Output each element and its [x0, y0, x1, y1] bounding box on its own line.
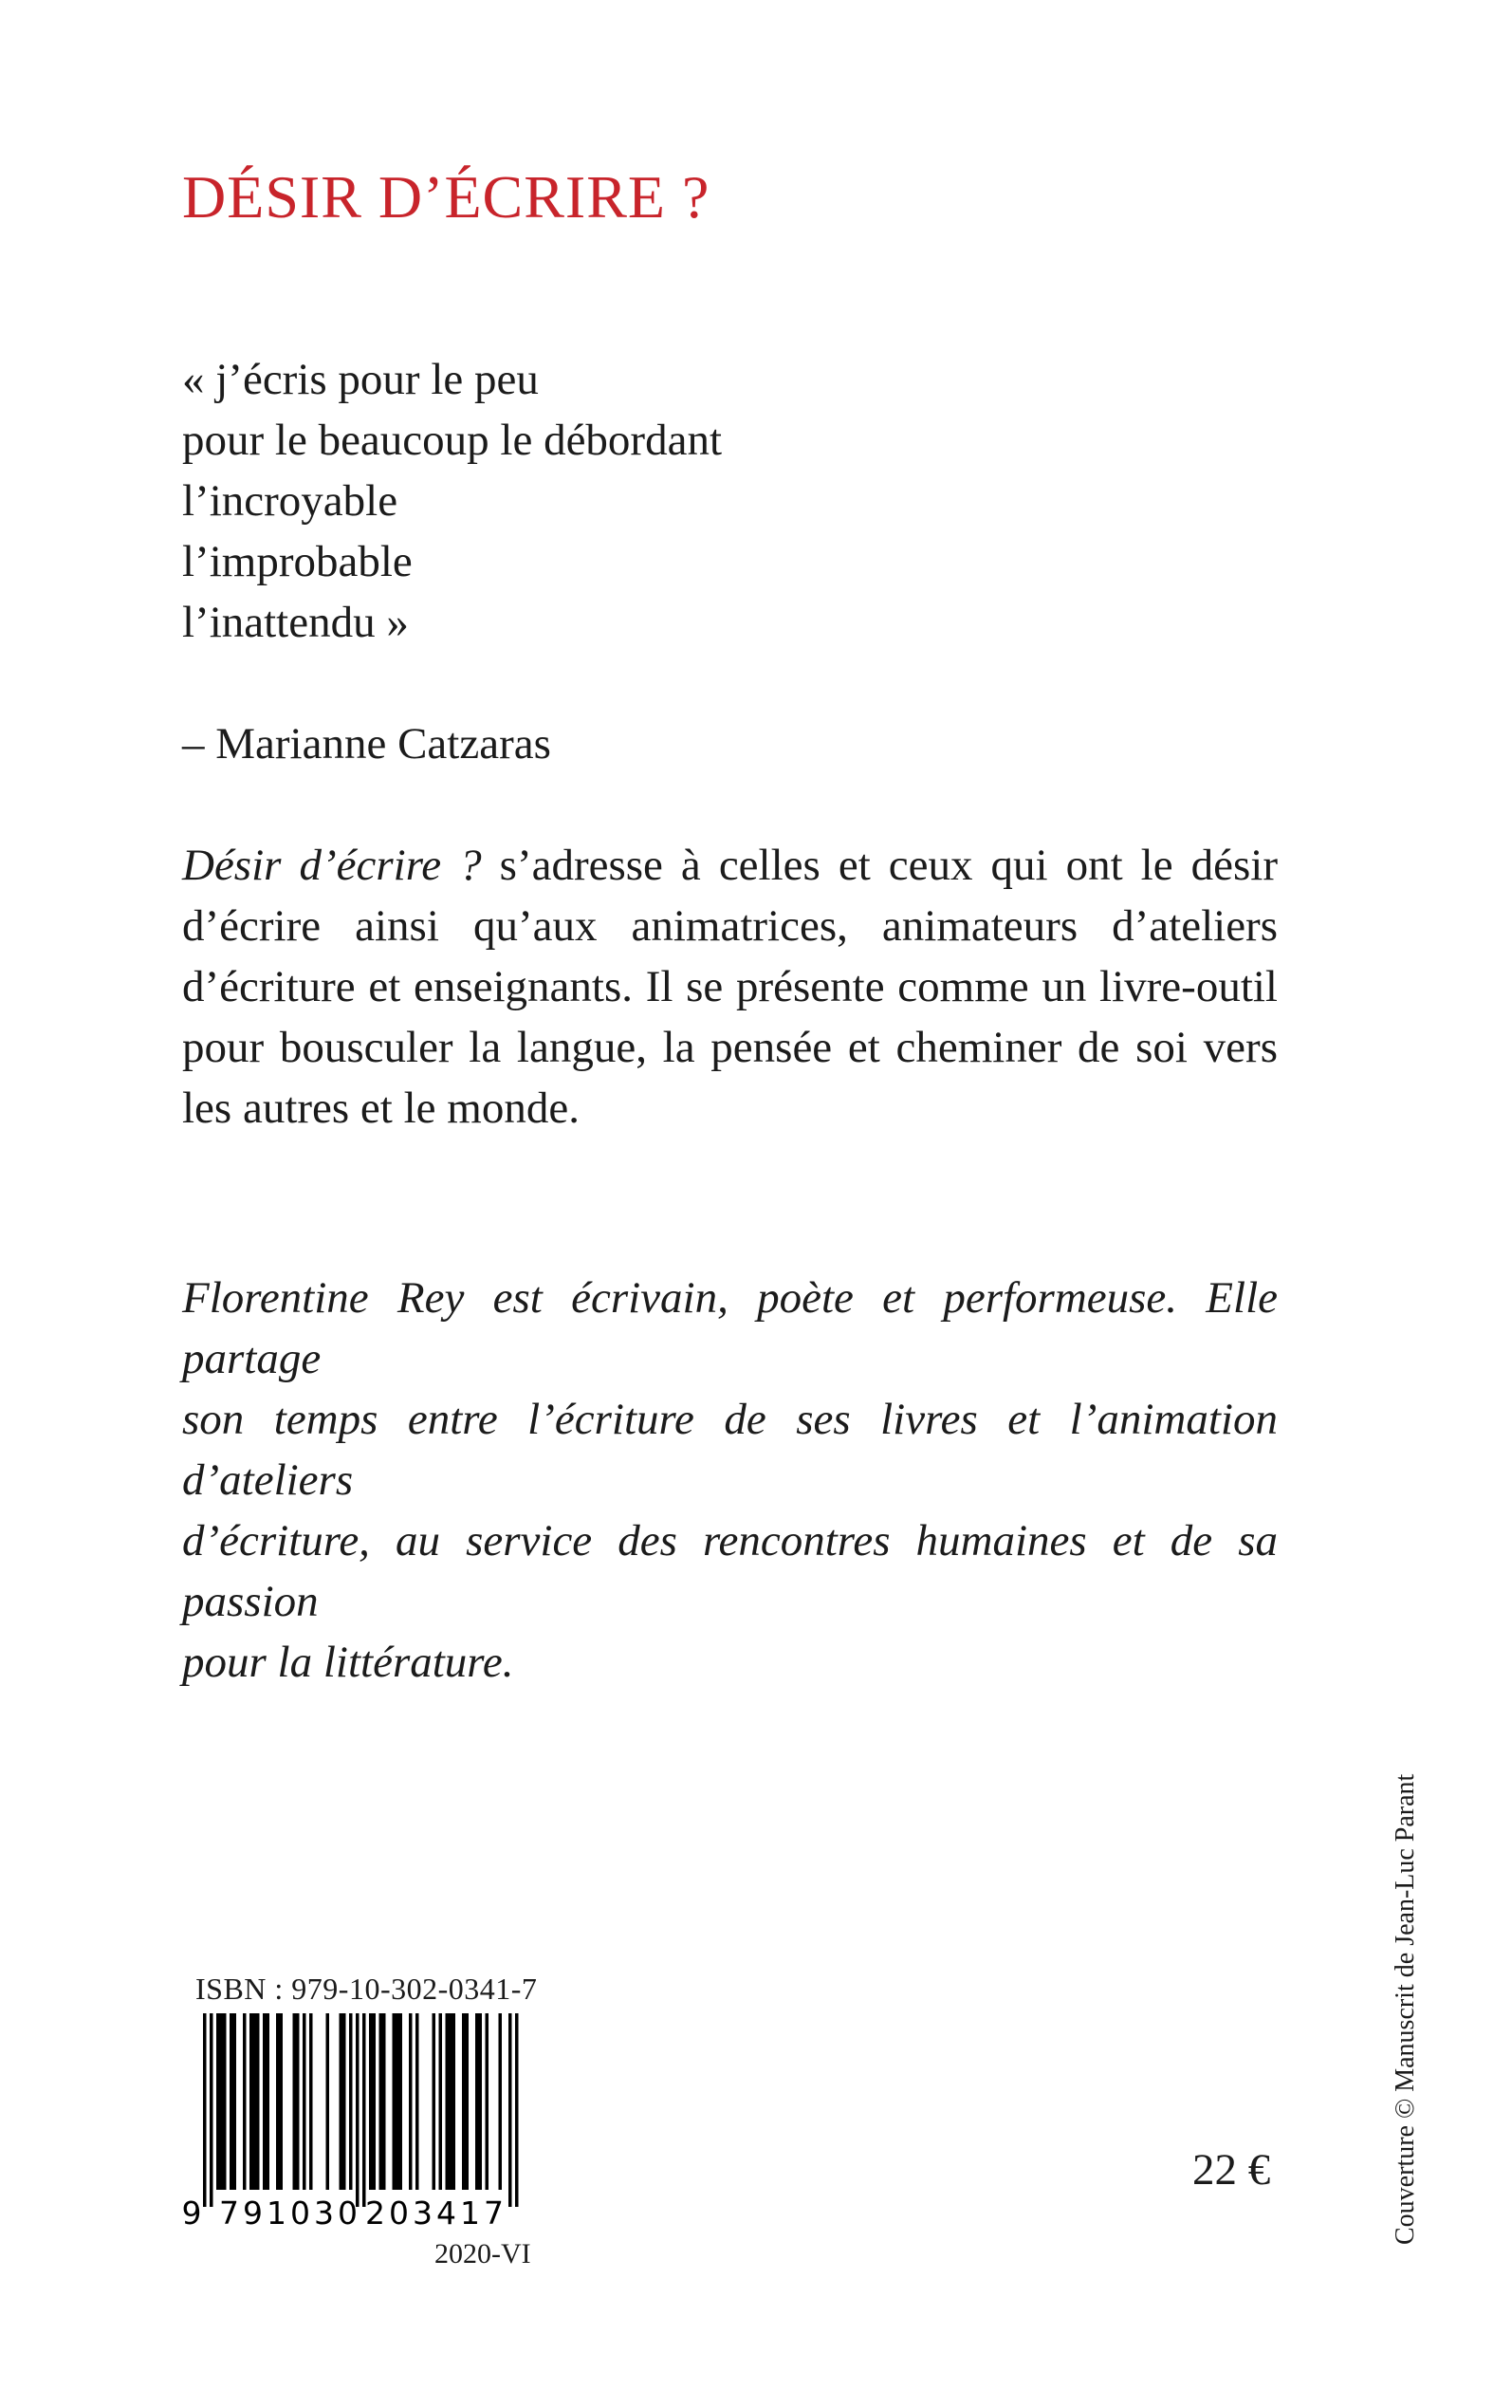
description-title: Désir d’écrire ?: [182, 841, 482, 890]
barcode-bar: [462, 2013, 469, 2190]
barcode-bar: [293, 2013, 300, 2190]
barcode-bar: [379, 2013, 386, 2190]
bio-line: son temps entre l’écriture de ses livres et l’animation d’ateliers: [182, 1395, 1278, 1505]
barcode-bar: [475, 2013, 482, 2190]
poem-line: « j’écris pour le peu: [182, 355, 539, 404]
poem-line: l’improbable: [182, 537, 413, 586]
book-description: [182, 835, 1278, 1139]
barcode-bar: [216, 2013, 227, 2190]
barcode-bar: [276, 2013, 283, 2190]
barcode-bar: [249, 2013, 260, 2190]
barcode-bar: [340, 2013, 346, 2190]
barcode-bar: [486, 2013, 489, 2190]
bio-line: d’écriture, au service des rencontres humaines et de sa passion: [182, 1516, 1278, 1626]
barcode-bar: [303, 2013, 306, 2190]
barcode-bar: [393, 2013, 403, 2190]
barcode-bar: [439, 2013, 443, 2190]
barcode-bar: [369, 2013, 376, 2190]
barcode-digits-right: 203417: [365, 2195, 507, 2232]
barcode-bar: [243, 2013, 247, 2190]
poem-line: pour le beaucoup le débordant: [182, 416, 723, 465]
bio-line: pour la littérature.: [182, 1638, 514, 1687]
barcode-guard-bar: [515, 2013, 519, 2207]
description-line: d’écriture et enseignants. Il se présente comme un livre-outil: [182, 962, 1278, 1011]
barcode-guard-bar: [203, 2013, 207, 2207]
barcode-bar: [230, 2013, 236, 2190]
edition-code: 2020-VI: [434, 2238, 531, 2269]
barcode-guard-bar: [508, 2013, 512, 2207]
author-bio: [182, 1268, 1278, 1693]
poem-attribution: – Marianne Catzaras: [182, 719, 551, 769]
book-title: DÉSIR D’ÉCRIRE ?: [182, 163, 710, 231]
description-line: pour bousculer la langue, la pensée et cheminer de soi vers: [182, 1023, 1278, 1072]
barcode: [181, 2013, 548, 2232]
cover-credit: Couverture © Manuscrit de Jean-Luc Parant: [1391, 1773, 1420, 2245]
barcode-bar: [326, 2013, 330, 2190]
poem-quote: [182, 349, 722, 653]
poem-line: l’inattendu »: [182, 598, 409, 647]
description-line: les autres et le monde.: [182, 1084, 580, 1133]
barcode-bar: [499, 2013, 503, 2190]
barcode-guard-bar: [210, 2013, 213, 2207]
description-text: s’adresse à celles et ceux qui ont le désir: [481, 841, 1278, 890]
barcode-guard-bar: [356, 2013, 360, 2207]
description-line: d’écrire ainsi qu’aux animatrices, animateurs d’ateliers: [182, 901, 1278, 951]
barcode-bar: [415, 2013, 419, 2190]
bio-line: Florentine Rey est écrivain, poète et performeuse. Elle partage: [182, 1273, 1278, 1383]
barcode-first-digit: 9: [181, 2195, 202, 2232]
barcode-guard-bar: [362, 2013, 366, 2207]
barcode-digits-left: 791030: [219, 2195, 361, 2232]
price: 22 €: [1192, 2145, 1271, 2195]
barcode-bar: [263, 2013, 269, 2190]
barcode-bar: [309, 2013, 313, 2190]
isbn-label: ISBN : 979-10-302-0341-7: [195, 1972, 538, 2006]
poem-line: l’incroyable: [182, 476, 398, 526]
barcode-bar: [446, 2013, 456, 2190]
barcode-bar: [433, 2013, 436, 2190]
barcode-bar: [349, 2013, 353, 2190]
barcode-bar: [409, 2013, 413, 2190]
description-line: [182, 835, 1278, 896]
